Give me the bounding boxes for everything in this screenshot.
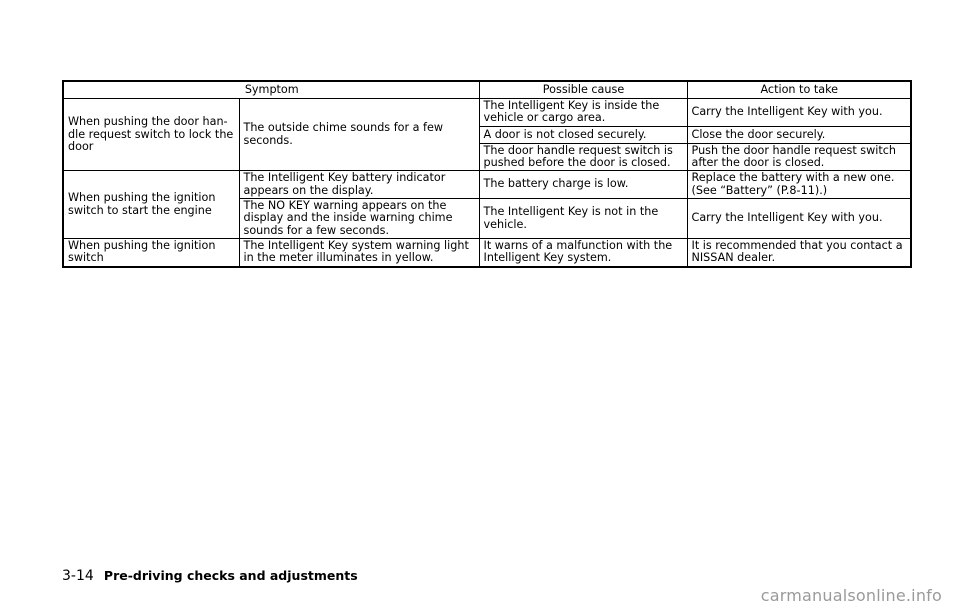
header-action-to-take: Action to take (687, 81, 911, 99)
header-symptom: Symptom (63, 81, 479, 99)
action-cell: Close the door securely. (687, 126, 911, 143)
symptom-cell: When pushing the ignition switch to start the engine (63, 171, 239, 239)
table-row (63, 171, 911, 199)
condition-cell: The Intelligent Key system warning light in the meter illuminates in yellow. (239, 239, 479, 267)
action-cell: Replace the battery with a new one. (See “Battery” (P.8-11).) (687, 171, 911, 199)
action-cell: Carry the Intelligent Key with you. (687, 199, 911, 239)
action-cell: Push the door handle request switch after the door is closed. (687, 143, 911, 170)
symptom-cell: When pushing the door han-dle request switch to lock the door (63, 99, 239, 171)
cause-cell: The door handle request switch is pushed before the door is closed. (479, 143, 687, 170)
watermark: carmanualsonline.info (760, 586, 942, 605)
cause-cell: It warns of a malfunction with the Intelligent Key system. (479, 239, 687, 267)
table-row (63, 239, 911, 267)
symptom-table-container (62, 80, 912, 268)
cause-cell: The Intelligent Key is not in the vehicle. (479, 199, 687, 239)
section-title: Pre-driving checks and adjustments (103, 568, 358, 583)
condition-cell: The Intelligent Key battery indicator appears on the display. (239, 171, 479, 199)
symptom-table (62, 80, 912, 268)
action-cell: It is recommended that you contact a NISSAN dealer. (687, 239, 911, 267)
header-possible-cause: Possible cause (479, 81, 687, 99)
condition-cell: The outside chime sounds for a few seconds. (239, 99, 479, 171)
cause-cell: The battery charge is low. (479, 171, 687, 199)
condition-cell: The NO KEY warning appears on the display and the inside warning chime sounds for a few seconds. (239, 199, 479, 239)
table-row (63, 99, 911, 126)
symptom-cell: When pushing the ignition switch (63, 239, 239, 267)
page-footer (62, 568, 358, 585)
action-cell: Carry the Intelligent Key with you. (687, 99, 911, 126)
cause-cell: The Intelligent Key is inside the vehicle or cargo area. (479, 99, 687, 126)
cause-cell: A door is not closed securely. (479, 126, 687, 143)
page-number: 3-14 (62, 568, 94, 584)
table-header-row (63, 81, 911, 99)
